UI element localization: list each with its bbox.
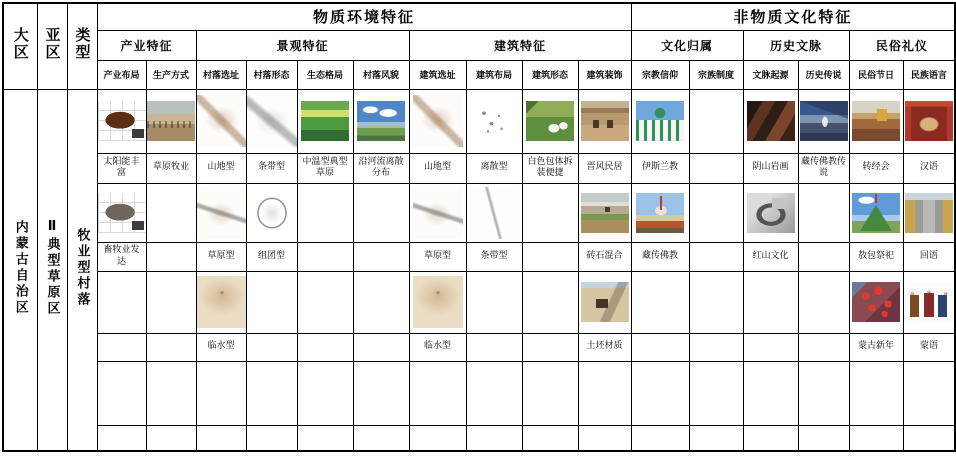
col-header-clan-system: 宗族制度 — [689, 60, 743, 89]
cell-image — [409, 183, 466, 242]
col-header-building-layout: 建筑布局 — [466, 60, 522, 89]
cell-label — [798, 425, 849, 451]
cell-image — [849, 183, 903, 242]
cell-image — [631, 89, 689, 153]
cell-label: 阴山岩画 — [743, 153, 798, 183]
cell-label: 畜牧业发达 — [97, 242, 146, 271]
section-industry: 产业特征 — [97, 30, 196, 60]
cell-image — [353, 271, 409, 333]
band-form-sketch-image — [247, 95, 297, 147]
tibetan-buddhism-mountain-image — [800, 101, 848, 141]
cell-image — [146, 271, 196, 333]
cell-label — [246, 333, 297, 361]
cell-label — [798, 333, 849, 361]
col-header-historical-legend: 历史传说 — [798, 60, 849, 89]
mountain-site-sketch-image — [197, 95, 247, 147]
cell-label — [97, 333, 146, 361]
super-intangible-culture: 非物质文化特征 — [631, 3, 955, 30]
cell-image — [522, 183, 578, 242]
cell-label: 砖石混合 — [578, 242, 631, 271]
cell-image — [689, 271, 743, 333]
sutra-gathering-image — [852, 101, 900, 141]
cell-image — [689, 361, 743, 425]
col-header-ethnic-language: 民族语言 — [903, 60, 955, 89]
cell-image — [97, 183, 146, 242]
cell-label — [578, 425, 631, 451]
cell-label — [353, 242, 409, 271]
street-image — [905, 193, 953, 233]
header-type: 类型 — [67, 3, 97, 89]
cell-label: 回语 — [903, 242, 955, 271]
cell-label: 山地型 — [196, 153, 246, 183]
jin-style-dwelling-image — [581, 101, 629, 141]
cell-label: 蒙古新年 — [849, 333, 903, 361]
cell-label: 藏传佛教传说 — [798, 153, 849, 183]
cell-image — [849, 361, 903, 425]
cell-image — [353, 183, 409, 242]
col-header-building-siting: 建筑选址 — [409, 60, 466, 89]
cell-label — [743, 333, 798, 361]
hongshan-jade-dragon-image — [747, 193, 795, 233]
cell-label — [466, 425, 522, 451]
tibetan-monastery-image — [636, 193, 684, 233]
cell-label: 草原型 — [196, 242, 246, 271]
cell-label — [849, 425, 903, 451]
cell-label: 白色包体拆装便捷 — [522, 153, 578, 183]
cell-image — [903, 361, 955, 425]
cell-label — [297, 333, 353, 361]
cell-image — [578, 271, 631, 333]
cell-image — [466, 89, 522, 153]
cell-label — [146, 425, 196, 451]
cell-image — [903, 183, 955, 242]
cell-image — [849, 89, 903, 153]
cell-label — [522, 242, 578, 271]
cell-label — [689, 333, 743, 361]
cell-image — [798, 361, 849, 425]
section-historical-context: 历史文脉 — [743, 30, 849, 60]
cell-image — [578, 361, 631, 425]
cell-image — [743, 361, 798, 425]
cell-label — [903, 425, 955, 451]
cell-label: 汉语 — [903, 153, 955, 183]
cell-image — [631, 361, 689, 425]
cell-label — [97, 425, 146, 451]
waterside-site-sketch-image — [197, 276, 247, 328]
cell-image — [246, 361, 297, 425]
cell-image — [246, 183, 297, 242]
aobao-ovoo-image — [852, 193, 900, 233]
cell-image — [903, 271, 955, 333]
cell-label — [631, 425, 689, 451]
village-type-name: 牧业型村落 — [67, 89, 97, 451]
col-header-ecological-pattern: 生态格局 — [297, 60, 353, 89]
cell-label: 离散型 — [466, 153, 522, 183]
cell-label — [246, 425, 297, 451]
cell-image — [849, 271, 903, 333]
cell-label: 条带型 — [466, 242, 522, 271]
cell-image — [743, 89, 798, 153]
cell-label: 土坯材质 — [578, 333, 631, 361]
inner-mongolia-map-image — [98, 193, 146, 233]
cell-label — [689, 153, 743, 183]
col-header-production-mode: 生产方式 — [146, 60, 196, 89]
cell-image — [196, 271, 246, 333]
header-sub-region: 亚区 — [37, 3, 67, 89]
cell-image — [297, 183, 353, 242]
cell-image — [631, 183, 689, 242]
cell-image — [578, 89, 631, 153]
cell-image — [409, 89, 466, 153]
col-header-village-style: 村落风貌 — [353, 60, 409, 89]
cell-label — [743, 425, 798, 451]
col-header-cultural-origin: 文脉起源 — [743, 60, 798, 89]
cell-image — [97, 271, 146, 333]
col-header-village-siting: 村落选址 — [196, 60, 246, 89]
col-header-building-form: 建筑形态 — [522, 60, 578, 89]
cell-label: 蒙语 — [903, 333, 955, 361]
cell-label: 中温型典型草原 — [297, 153, 353, 183]
cell-image — [353, 89, 409, 153]
cell-label — [146, 333, 196, 361]
super-physical-environment: 物质环境特征 — [97, 3, 631, 30]
inner-mongolia-map-image — [98, 101, 146, 141]
cell-image — [97, 361, 146, 425]
cell-label: 红山文化 — [743, 242, 798, 271]
cell-label: 组团型 — [246, 242, 297, 271]
white-yurts-image — [526, 101, 574, 141]
cell-label: 草原牧业 — [146, 153, 196, 183]
steppe-site-sketch-image — [197, 187, 247, 239]
region-name: 内蒙古自治区 — [3, 89, 37, 451]
steppe-site-sketch-image — [413, 187, 463, 239]
cell-label — [196, 425, 246, 451]
cell-image — [798, 271, 849, 333]
col-header-building-decoration: 建筑装饰 — [578, 60, 631, 89]
section-landscape: 景观特征 — [196, 30, 409, 60]
section-folk-ritual: 民俗礼仪 — [849, 30, 955, 60]
col-header-village-form: 村落形态 — [246, 60, 297, 89]
col-header-folk-festival: 民俗节日 — [849, 60, 903, 89]
cell-image — [146, 89, 196, 153]
cell-label — [798, 242, 849, 271]
cell-label: 敖包祭祀 — [849, 242, 903, 271]
waterside-site-sketch-image — [413, 276, 463, 328]
cell-label: 草原型 — [409, 242, 466, 271]
cell-label: 太阳能丰富 — [97, 153, 146, 183]
cell-image — [297, 361, 353, 425]
cell-label — [522, 333, 578, 361]
typical-steppe-image — [301, 101, 349, 141]
cell-label: 转经会 — [849, 153, 903, 183]
band-layout-sketch-image — [469, 187, 519, 239]
red-temple-image — [905, 101, 953, 141]
cluster-form-sketch-image — [247, 187, 297, 239]
cell-image — [409, 271, 466, 333]
cell-image — [146, 361, 196, 425]
col-header-industry-layout: 产业布局 — [97, 60, 146, 89]
cell-label: 临水型 — [409, 333, 466, 361]
cell-label: 山地型 — [409, 153, 466, 183]
cell-label — [409, 425, 466, 451]
cell-image — [196, 361, 246, 425]
cell-label: 晋风民居 — [578, 153, 631, 183]
cell-image — [196, 183, 246, 242]
scattered-layout-sketch-image — [469, 95, 519, 147]
cell-image — [522, 89, 578, 153]
brick-stone-house-image — [581, 193, 629, 233]
cell-image — [689, 89, 743, 153]
cell-image — [798, 183, 849, 242]
mountain-site-sketch-image — [413, 95, 463, 147]
cell-label: 藏传佛教 — [631, 242, 689, 271]
cell-image — [246, 89, 297, 153]
cell-image — [409, 361, 466, 425]
cell-label: 临水型 — [196, 333, 246, 361]
cell-image — [689, 183, 743, 242]
cell-image — [466, 271, 522, 333]
cell-image — [903, 89, 955, 153]
cell-image — [798, 89, 849, 153]
red-lanterns-image — [852, 282, 900, 322]
river-village-image — [357, 101, 405, 141]
cell-label — [353, 333, 409, 361]
col-header-religious-belief: 宗教信仰 — [631, 60, 689, 89]
cell-label — [297, 242, 353, 271]
cell-label: 条带型 — [246, 153, 297, 183]
cell-image — [522, 361, 578, 425]
cell-label — [689, 425, 743, 451]
grassland-herd-image — [147, 101, 195, 141]
cell-image — [146, 183, 196, 242]
village-characteristics-table — [2, 2, 956, 452]
cell-image — [466, 183, 522, 242]
cell-image — [743, 183, 798, 242]
cell-image — [353, 361, 409, 425]
cell-label — [466, 333, 522, 361]
cell-label: 伊斯兰教 — [631, 153, 689, 183]
yinshan-rock-art-image — [747, 101, 795, 141]
adobe-material-image — [581, 282, 629, 322]
cell-image — [743, 271, 798, 333]
subregion-name: Ⅱ典型草原区 — [37, 89, 67, 451]
cell-label: 沿河流离散分布 — [353, 153, 409, 183]
cell-image — [297, 271, 353, 333]
cell-image — [196, 89, 246, 153]
mosque-image — [636, 101, 684, 141]
cell-label — [631, 333, 689, 361]
cell-image — [97, 89, 146, 153]
cell-image — [246, 271, 297, 333]
cell-image — [522, 271, 578, 333]
mongolian-costume-image — [905, 282, 953, 322]
cell-image — [297, 89, 353, 153]
cell-label — [297, 425, 353, 451]
cell-image — [631, 271, 689, 333]
cell-image — [578, 183, 631, 242]
cell-label — [689, 242, 743, 271]
header-major-region: 大区 — [3, 3, 37, 89]
cell-image — [466, 361, 522, 425]
cell-label — [353, 425, 409, 451]
cell-label — [146, 242, 196, 271]
section-architecture: 建筑特征 — [409, 30, 631, 60]
cell-label — [522, 425, 578, 451]
section-cultural-affiliation: 文化归属 — [631, 30, 743, 60]
